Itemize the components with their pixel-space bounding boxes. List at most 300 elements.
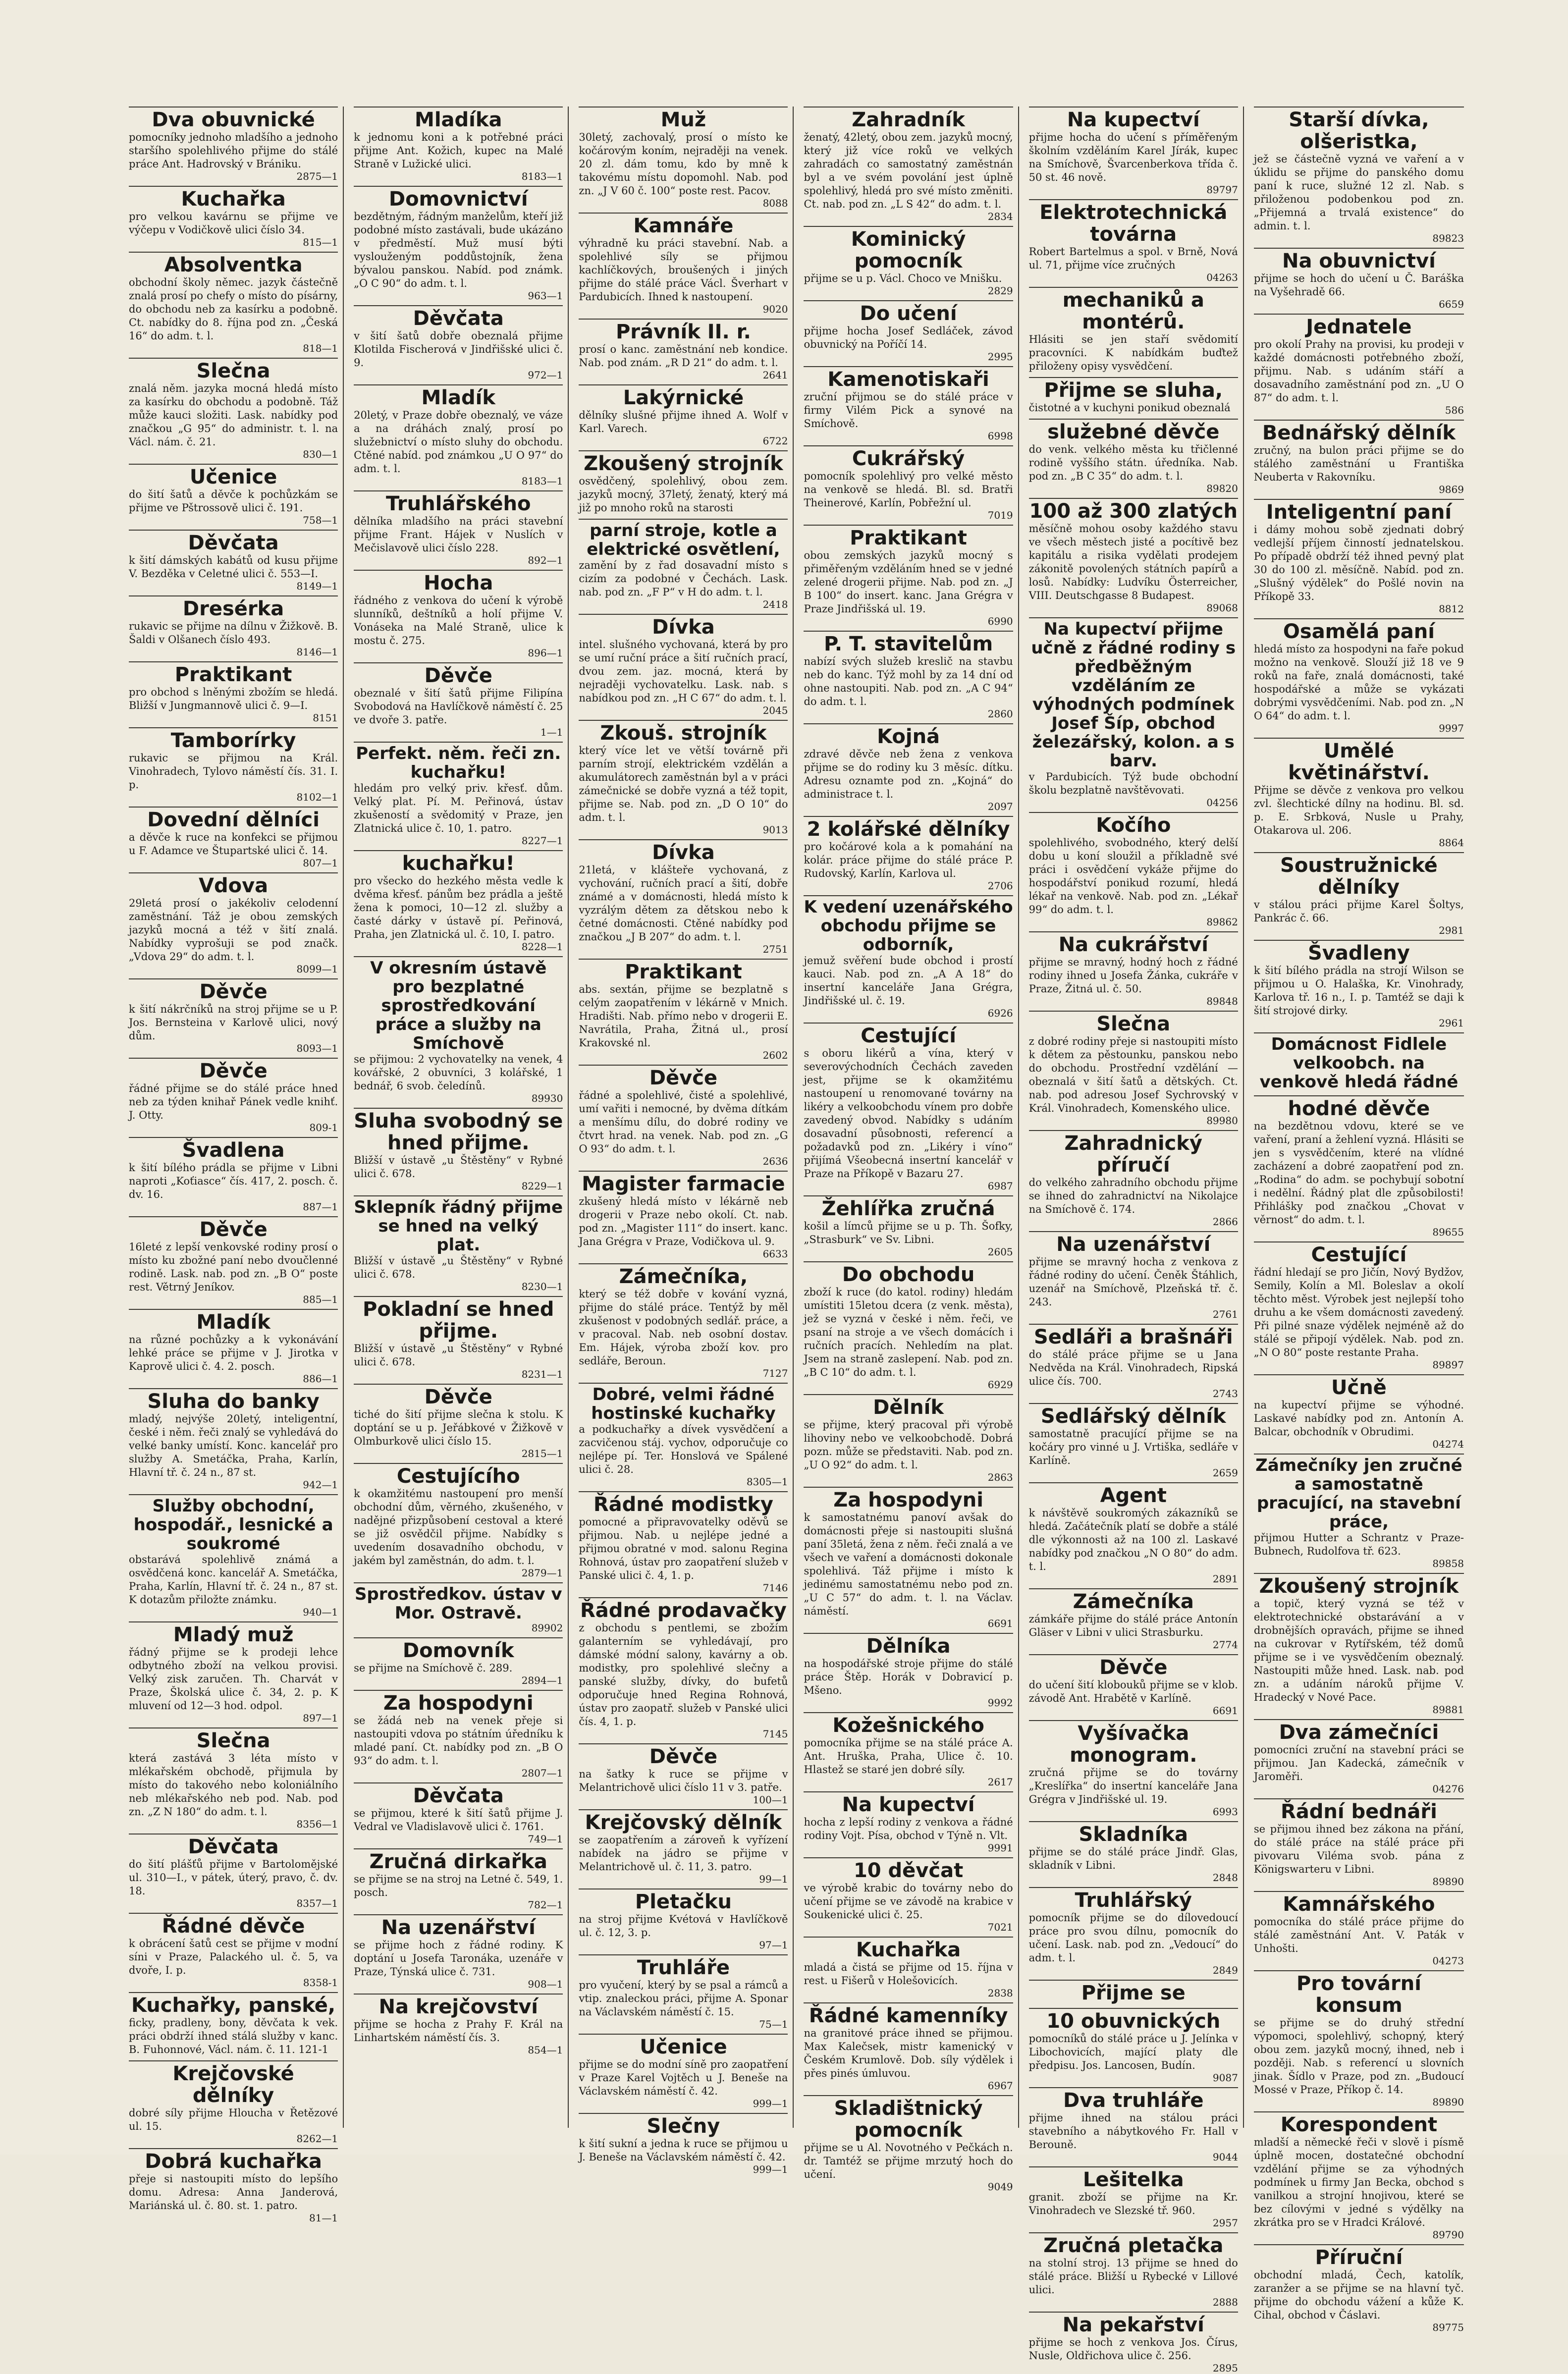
ad-reference-number: 89897 (1432, 1359, 1464, 1371)
ad-title: Učně (1254, 1374, 1464, 1399)
classified-ad (129, 2060, 338, 2144)
ad-body: k návštěvě soukromých zákazníků se hledá. Začátečník platí se dobře a stálé dle výkonnosti až na 100 zl. Laskavé nabídky pod značkou „N O 80“ do adm. t. l. (1028, 1507, 1238, 1572)
classified-ad (1254, 1241, 1464, 1370)
classified-ad (1254, 420, 1464, 495)
ad-title: Kamnáře (579, 213, 788, 237)
ad-body: zamění by z řad dosavadní místo s cizím za podobné v Čechách. Lask. nab. pod zn. „F P“ v H do adm. t. l. (579, 559, 788, 598)
ad-reference-number: 04273 (1432, 1955, 1464, 1967)
ad-reference-number: 8812 (1439, 603, 1464, 615)
classified-ad (804, 895, 1013, 1019)
ad-body: se přijmou: 2 vychovatelky na venek, 4 kovářské, 2 obuvníci, 3 kolářské, 1 bednář, 6 svob. čeledínů. (354, 1053, 563, 1092)
ad-title: Pokladní se hned přijme. (354, 1296, 563, 1342)
ad-title: Na obuvnictví (1254, 248, 1464, 272)
classified-ad (1029, 1887, 1238, 1976)
ad-body: do učení šití klobouků přijme se v klob. závodě Ant. Hrabětě v Karlíně. (1028, 1679, 1238, 1704)
classified-ad (354, 1637, 563, 1686)
ad-title: Dobrá kuchařka (129, 2148, 338, 2172)
ad-body: dělníky slušné přijme ihned A. Wolf v Karl. Varech. (579, 409, 788, 434)
classified-ad (1254, 248, 1464, 310)
ad-body: rukavic se přijmou na Král. Vinohradech, Tylovo náměstí čís. 31. I. p. (129, 752, 338, 791)
ad-title: Skladištnický pomocník (804, 2095, 1013, 2141)
ad-column-1 (124, 107, 344, 2224)
ad-body: mladá a čistá se přijme od 15. října v rest. u Fišerů v Holešovicích. (804, 1961, 1013, 1987)
classified-ad (804, 1633, 1013, 1708)
ad-body: spolehlivého, svobodného, který delší dobu u koní sloužil a příkladně své práci i osvědčení vykáže přijme do hospodářství ponikud rozumí, hledá lékař na venkově. Nab. pod zn. „Lékař 99“ do adm. t. l. (1028, 837, 1238, 916)
ad-reference-number: 2895 (1212, 2362, 1238, 2374)
ad-title: Kamenotiskaři (804, 366, 1013, 390)
ad-reference-number: 818—1 (303, 342, 338, 354)
ad-reference-number: 6990 (987, 615, 1013, 627)
ad-reference-number: 2866 (1212, 1216, 1238, 1228)
ad-reference-number: 81—1 (309, 2212, 338, 2224)
ad-reference-number: 2838 (987, 1987, 1013, 1999)
ad-title: Zkoušený strojník (1254, 1573, 1464, 1597)
classified-ad (129, 1216, 338, 1305)
ad-title: Řádné děvče (129, 1913, 338, 1937)
ad-reference-number: 89902 (531, 1622, 563, 1634)
ad-reference-number: 8356—1 (296, 1818, 338, 1830)
ad-reference-number: 2875—1 (296, 170, 338, 182)
ad-title: K vedení uzenářského obchodu přijme se odborník, (804, 895, 1013, 954)
classified-ad (804, 2095, 1013, 2192)
classified-ad (354, 186, 563, 301)
classified-ad (1029, 1231, 1238, 1320)
ad-title: Za hospodyni (354, 1690, 563, 1714)
ad-title: Cestující (1254, 1241, 1464, 1266)
ad-body: přijme se u p. Václ. Choco ve Mnišku. (804, 272, 1002, 284)
ad-title: Kuchařky, panské, (129, 1992, 338, 2016)
ad-body: 29letá prosí o jakékoliv celodenní zaměstnání. Táž je obou zemských jazyků mocná a též v šití znalá. Nabídky vyprošuji se pod značk. „Vdova 29“ do adm. t. l. (129, 897, 338, 963)
classified-ad (354, 662, 563, 738)
ad-reference-number: 2659 (1212, 1467, 1238, 1479)
ad-body: v stálou práci přijme Karel Šoltys, Pankrác č. 66. (1253, 899, 1464, 924)
classified-ad (1029, 1588, 1238, 1650)
ad-reference-number: 782—1 (528, 1899, 563, 1911)
ad-reference-number: 9997 (1439, 722, 1464, 734)
ad-reference-number: 1—1 (540, 726, 563, 738)
classified-ad (129, 1913, 338, 1988)
ad-reference-number: 892—1 (528, 554, 563, 566)
classified-ad (1029, 2087, 1238, 2162)
classified-ad (129, 186, 338, 248)
ad-body: se přijme na Smíchově č. 289. (354, 1662, 513, 1674)
ad-title: Kožešnického (804, 1712, 1013, 1736)
ad-reference-number: 2774 (1212, 1639, 1238, 1651)
ad-body: pro okolí Prahy na provisi, ku prodeji v každé domácnosti potřebného zboží, přijmu. Nab. s udáním stáří a dosavadního zaměstnání pod zn. „U O 87“ do adm. t. l. (1253, 338, 1464, 404)
ad-body: pomocníků do stálé práce u J. Jelínka v Libochovicích, mající platy dle předpisu. Jos. Lancosen, Budín. (1028, 2033, 1238, 2071)
ad-reference-number: 8149—1 (296, 580, 338, 592)
classified-ad (804, 300, 1013, 362)
ad-reference-number: 6691 (987, 1618, 1013, 1629)
ad-title: Přijme se (1029, 1980, 1238, 2004)
ad-reference-number: 2829 (987, 285, 1013, 297)
ad-title: Do učení (804, 300, 1013, 324)
classified-ad (354, 1848, 563, 1910)
ad-title: Učenice (129, 464, 338, 488)
classified-ad (1029, 1654, 1238, 1716)
classified-ad (1254, 1573, 1464, 1715)
ad-body: obeznalé v šití šatů přijme Filipína Svobodová na Havlíčkově náměstí č. 25 ve dvoře 3. patře. (354, 687, 563, 726)
ad-body: se přijmou ihned bez zákona na přání, do stálé práce na stálé práce při pivovaru Viléma svob. pána z Königswarteru v Libni. (1253, 1823, 1464, 1875)
classified-ad (579, 1491, 788, 1593)
classified-ad (1254, 107, 1464, 244)
ad-title: Na pekařství (1029, 2312, 1238, 2336)
ad-title: Osamělá paní (1254, 618, 1464, 643)
ad-body: obou zemských jazyků mocný s přiměřeným vzděláním hned se v jedné zelené drogerii přijme. Nab. pod zn. „J B 100“ do insert. kanc. Jana Grégra v Praze Jindřišská ul. 19. (804, 549, 1013, 615)
classified-ad (1029, 107, 1238, 195)
ad-reference-number: 8358-1 (303, 1977, 338, 1989)
ad-title: Mladík (129, 1309, 338, 1333)
classified-ad (1029, 419, 1238, 494)
ad-body: z obchodu s pentlemi, se zbožím galanterním se vyhledávají, pro dámské módní salony, kavárny a ob. modistky, pro spolehlivé slečny a panské služby, dívky, do bufetů odporučuje hned Regina Rohnová, ústav pro zaopatř. služeb v Panské ulici čís. 4, 1. p. (579, 1622, 788, 1727)
ad-title: Řádné prodavačky (579, 1597, 788, 1621)
ad-title: Tamborírky (129, 727, 338, 752)
ad-reference-number: 89820 (1206, 483, 1238, 494)
ad-reference-number: 999—1 (753, 2098, 788, 2109)
classified-ad (354, 107, 563, 182)
ad-title: Zručná pletačka (1029, 2232, 1238, 2257)
ad-title: Lakýrnické (579, 384, 788, 409)
ad-body: Robert Bartelmus a spol. v Brně, Nová ul. 71, přijme více zručných (1028, 246, 1238, 271)
ad-reference-number: 815—1 (303, 236, 338, 248)
classified-ad (1029, 1324, 1238, 1399)
ad-title: Na krejčovství (354, 1994, 563, 2018)
ad-reference-number: 2605 (987, 1246, 1013, 1258)
classified-ad (354, 1914, 563, 1990)
ad-reference-number: 99—1 (759, 1873, 788, 1885)
ad-reference-number: 7127 (762, 1367, 788, 1379)
classified-ad (579, 959, 788, 1061)
ad-body: přijme se u Al. Novotného v Pečkách n. dr. Tamtéž se přijme mrzutý hoch do učení. (804, 2142, 1013, 2180)
ad-body: Bližší v ústavě „u Štěstěny“ v Rybné ulici č. 678. (354, 1255, 563, 1280)
ad-body: přijme ihned na stálou práci stavebního a nábytkového Fr. Hall v Berouně. (1028, 2112, 1238, 2151)
ad-reference-number: 8230—1 (521, 1281, 563, 1293)
ad-reference-number: 9087 (1212, 2072, 1238, 2084)
ad-title: Dovední dělníci (129, 807, 338, 831)
ad-reference-number: 9049 (987, 2181, 1013, 2193)
ad-body: ficky, pradleny, bony, děvčata k vek. práci obdrží ihned stálá služby v kanc. B. Fuhonnové, Václ. nám. č. 11. 121-1 (129, 2017, 338, 2055)
ad-title: Zámečníka, (579, 1263, 788, 1288)
ad-reference-number: 2045 (762, 704, 788, 716)
classified-ad (1029, 2008, 1238, 2083)
ad-body: hocha z lepší rodiny z venkova a řádné rodiny Vojt. Písa, obchod v Týně n. Vlt. (804, 1816, 1013, 1841)
classified-ad (1254, 2244, 1464, 2333)
ad-title: Na cukrářství (1029, 931, 1238, 956)
ad-title: Děvče (579, 1065, 788, 1089)
ad-title: Řádné modistky (579, 1491, 788, 1515)
ad-body: přijmou Hutter a Schrantz v Praze-Bubnech, Rudolfova tř. 623. (1253, 1532, 1464, 1557)
ad-title: Sluha svobodný se hned přijme. (354, 1108, 563, 1154)
ad-title: Soustružnické dělníky (1254, 852, 1464, 898)
ad-body: k obrácení šatů cest se přijme v modní síni v Praze, Palackého ul. č. 5, va dvoře, I. p. (129, 1938, 338, 1976)
ad-body: znalá něm. jazyka mocná hledá místo za kasírku do obchodu a podobně. Táž může kauci složiti. Lask. nabídky pod značkou „G 95“ do administr. t. l. na Václ. nám. č. 21. (129, 382, 338, 448)
ad-body: na kupectví přijme se výhodné. Laskavé nabídky pod zn. Antonín A. Balcar, obchodník v Obrudimi. (1253, 1399, 1464, 1438)
ad-title: Inteligentní paní (1254, 499, 1464, 523)
ad-body: Bližší v ústavě „u Štěstěny“ v Rybné ulici č. 678. (354, 1343, 563, 1368)
classified-ad (129, 1058, 338, 1133)
ad-title: Děvče (129, 978, 338, 1003)
ad-title: Za hospodyni (804, 1487, 1013, 1511)
classified-ad (1029, 1980, 1238, 2004)
ad-body: abs. sextán, přijme se bezplatně s celým zaopatřením v lékárně v Mnich. Hradišti. Nab. přímo nebo v drogerii E. Navrátila, Praha, Žitná ul., prosí Krakovské nl. (579, 983, 788, 1049)
ad-reference-number: 7146 (762, 1582, 788, 1594)
ad-title: Příruční (1254, 2244, 1464, 2268)
ad-reference-number: 89823 (1432, 232, 1464, 244)
ad-reference-number: 2879—1 (521, 1567, 563, 1579)
ad-body: která zastává 3 léta místo v mlékařském obchodě, přijmula by místo do takového nebo koloniálního neb mlékařského neb pod. Nab. pod zn. „Z N 180“ do adm. t. l. (129, 1752, 338, 1818)
ad-title: Dělník (804, 1394, 1013, 1418)
ad-title: Muž (579, 107, 788, 131)
ad-body: přijme se do modní síně pro zaopatření v Praze Karel Vojtěch u J. Beneše na Václavském náměstí č. 42. (579, 2058, 788, 2097)
classified-ad (804, 1261, 1013, 1390)
ad-reference-number: 2863 (987, 1471, 1013, 1483)
ad-body: se žádá neb na venek přeje si nastoupiti vdova po státním úředníku k mladé paní. Ct. nabídky pod zn. „B O 93“ do adm. t. l. (354, 1715, 563, 1767)
ad-reference-number: 2894—1 (521, 1674, 563, 1686)
ad-body: k okamžitému nastoupení pro menší obchodní dům, věrného, zkušeného, v nadějné přizpůsobení cestoval a které se již osvědčil přijme. Nabídky s uvedením dosavadního obchodu, v jakém byl zaměstnán, do adm. t. l. (354, 1488, 563, 1566)
ad-reference-number: 2891 (1212, 1573, 1238, 1585)
ad-body: do venk. velkého města ku třičlenné rodině vyššího státn. úředníka. Nab. pod zn. „B C 35“ do adm. t. l. (1028, 443, 1238, 482)
ad-title: Sedláři a brašnáři (1029, 1324, 1238, 1348)
classified-ad (129, 595, 338, 657)
ad-body: jemuž svěření bude obchod i prostí kauci. Nab. pod zn. „A A 18“ do insertní kanceláře Jana Grégra, Jindřišské ul. č. 19. (804, 955, 1013, 1007)
ad-reference-number: 6926 (987, 1007, 1013, 1019)
ad-body: k šití nákrčníků na stroj přijme se u P. Jos. Bernsteina v Karlově ulici, nový dům. (129, 1003, 338, 1042)
ad-reference-number: 6998 (987, 430, 1013, 442)
ad-title: Bednářský dělník (1254, 420, 1464, 444)
classified-ad (804, 107, 1013, 222)
ad-title: Jednatele (1254, 314, 1464, 338)
classified-ad (129, 1494, 338, 1618)
ad-body: v Pardubicích. Týž bude obchodní školu bezplatně navštěvovati. (1028, 771, 1238, 796)
ad-body: řádný přijme se k prodeji lehce odbytného zboží na velkou provisi. Velký zisk zaručen. Th. Charvát v Praze, Školská ulice č. 34, 2. p. K mluvení od 12—3 hod. odpol. (129, 1646, 338, 1712)
ad-reference-number: 8262—1 (296, 2133, 338, 2145)
classified-ad (804, 1487, 1013, 1629)
ad-title: Služby obchodní, hospodář., lesnické a soukromé (129, 1494, 338, 1553)
ad-title: Elektrotechnická továrna (1029, 199, 1238, 245)
ad-reference-number: 2602 (762, 1049, 788, 1061)
ad-title: Magister farmacie (579, 1171, 788, 1195)
ad-reference-number: 8099—1 (296, 963, 338, 975)
classified-ad (1029, 287, 1238, 373)
classified-ad (1254, 314, 1464, 416)
ad-title: Na kupectví přijme učně z řádné rodiny s předběžným vzděláním ze výhodných podmínek Josef Šíp, obchod železářský, kolon. a s barv. (1029, 617, 1238, 770)
ad-body: řádné a spolehlivé, čisté a spolehlivé, umí vařiti i nemocné, by dvěma dítkám a menšímu dílu, do dobré rodiny ve čtvrt hrad. na venek. Nab. pod zn. „G O 93“ do adm. t. l. (579, 1089, 788, 1155)
ad-title: Mladíka (354, 107, 563, 131)
ad-reference-number: 9991 (987, 1842, 1013, 1854)
classified-ad (579, 1383, 788, 1487)
ad-reference-number: 8231—1 (521, 1368, 563, 1380)
ad-reference-number: 89930 (531, 1092, 563, 1104)
ad-reference-number: 2751 (762, 943, 788, 955)
ad-body: na granitové práce ihned se přijmou. Max Kalečsek, mistr kamenický v Českém Krumlově. Dob. síly výdělek i přes pinés úmluvou. (804, 2027, 1013, 2079)
classified-ad (1029, 377, 1238, 415)
ad-reference-number: 89890 (1432, 2096, 1464, 2108)
ad-reference-number: 89862 (1206, 916, 1238, 928)
classified-ad (1254, 1374, 1464, 1450)
ad-body: který více let ve větší továrně při parním strojí, elektrickém vzdělán a akumulátorech zaměstnán byl a v práci zámečnické se dobře vyzná a též topit, přijme se. Nab. pod zn. „D O 10“ do adm. t. l. (579, 745, 788, 823)
classified-ad (1029, 2232, 1238, 2308)
ad-title: Truhláře (579, 1954, 788, 1979)
classified-ad (129, 1621, 338, 1724)
ad-title: Dívka (579, 839, 788, 863)
ad-body: přijme se mravný hocha z venkova z řádné rodiny do učení. Čeněk Štáhlich, uzenář na Smíchově, Plzeňská tř. č. 243. (1028, 1256, 1238, 1308)
classified-ad (1254, 738, 1464, 848)
classified-ad (129, 530, 338, 592)
ad-title: Děvče (129, 1216, 338, 1241)
ad-reference-number: 887—1 (303, 1201, 338, 1213)
ad-title: V okresním ústavě pro bezplatné sprostředkování práce a služby na Smíchově (354, 956, 563, 1053)
ad-reference-number: 6967 (987, 2080, 1013, 2092)
ad-reference-number: 963—1 (528, 290, 563, 302)
ad-title: 2 kolářské dělníky (804, 816, 1013, 840)
ad-body: pomocníka přijme se na stálé práce A. Ant. Hruška, Praha, Ulice č. 10. Hlastež se staré jen dobré síly. (804, 1737, 1013, 1776)
ad-reference-number: 830—1 (303, 448, 338, 460)
ad-title: Na uzenářství (1029, 1231, 1238, 1255)
ad-body: se přijme, který pracoval při výrobě lihoviny nebo ve velkoobchodě. Dobrá pozn. může se představiti. Nab. pod zn. „U O 92“ do adm. t. l. (804, 1419, 1013, 1471)
classified-ad (804, 1195, 1013, 1257)
ad-title: Zručná dirkařka (354, 1848, 563, 1873)
classified-ad (354, 1690, 563, 1779)
ad-body: samostatně pracující přijme se na kočáry pro vinné u J. Vrtiška, sedláře v Karlíně. (1028, 1428, 1238, 1466)
ad-title: Skladníka (1029, 1821, 1238, 1845)
ad-reference-number: 6993 (1212, 1806, 1238, 1818)
classified-columns (124, 107, 1469, 2374)
ad-reference-number: 8151 (313, 712, 338, 724)
classified-ad (1254, 2111, 1464, 2240)
ad-title: Děvče (354, 1384, 563, 1408)
classified-ad (129, 1388, 338, 1490)
ad-title: Pro tovární konsum (1254, 1970, 1464, 2016)
classified-ad (129, 358, 338, 460)
ad-title: Děvče (1029, 1654, 1238, 1678)
ad-reference-number: 8305—1 (746, 1476, 788, 1488)
ad-body: na různé pochůzky a k vykonávání lehké práce se přijme v J. Jirotka v Kaprově ulici č. 4. 2. posch. (129, 1334, 338, 1372)
classified-ad (579, 720, 788, 835)
ad-title: Zkouš. strojník (579, 720, 788, 744)
ad-title: mechaniků a montérů. (1029, 287, 1238, 333)
ad-reference-number: 2418 (762, 598, 788, 610)
ad-title: Korespondent (1254, 2111, 1464, 2136)
ad-reference-number: 586 (1445, 404, 1464, 416)
ad-reference-number: 8357—1 (296, 1897, 338, 1909)
ad-body: se přijme se do druhý střední výpomoci, spolehlivý, schopný, který obou zem. jazyků mocný, ihned, neb i později. Nab. s referencí u slovních jinak. Šídlo v Praze, pod zn. „Budoucí Mossé v Praze, Příkop č. 14. (1253, 2017, 1464, 2096)
classified-ad (129, 1137, 338, 1212)
classified-ad (1254, 1454, 1464, 1569)
ad-reference-number: 9992 (987, 1697, 1013, 1709)
ad-body: mladý, nejvýše 20letý, inteligentní, české i něm. řeči znalý se vyhledává do velké banky umístí. Konc. kancelář pro služby A. Smetáčka, Praha, Karlín, Hlavní tř. č. 24 n., 87 st. (129, 1413, 338, 1478)
classified-ad (1254, 499, 1464, 614)
classified-ad (579, 2034, 788, 2109)
ad-title: Učenice (579, 2034, 788, 2058)
ad-body: obchodní školy němec. jazyk částečně znalá prosí po chefy o místo do písárny, do obchodu neb za kasírku a podobně. Ct. nabídky do 8. října pod zn. „Česká 16“ do adm. t. l. (129, 276, 338, 342)
ad-body: mladší a německé řeči v slově i písmě úplně mocen, dostatečné obchodní vzdělání přijme se za výhodných podmínek u firmy Jan Becka, obchod s vanilkou a strojní hnojivou, které se bez cílovými v jedné s výdělky na zkrátka pro se v Hradci Králové. (1253, 2136, 1464, 2228)
ad-reference-number: 8228—1 (521, 941, 563, 953)
classified-ad (1029, 2166, 1238, 2228)
ad-body: pro kočárové kola a k pomahání na kolár. práce přijme do stálé práce P. Rudovský, Karlín, Karlova ul. (804, 841, 1013, 879)
ad-reference-number: 2848 (1212, 1872, 1238, 1884)
ad-body: se zaopatřením a zároveň k vyřízení nabídek na jádro se přijme v Melantrichově ul. č. 11, 3. patro. (579, 1834, 788, 1873)
ad-body: na hospodářské stroje přijme do stálé práce Štěp. Horák v Dobravicí p. Mšeno. (804, 1658, 1013, 1696)
classified-ad (129, 252, 338, 354)
ad-reference-number: 04256 (1206, 797, 1238, 809)
ad-body: Bližší v ústavě „u Štěstěny“ v Rybné ulici č. 678. (354, 1154, 563, 1180)
classified-ad (129, 978, 338, 1054)
ad-body: zkušený hledá místo v lékárně neb drogerii v Praze nebo okolí. Ct. nab. pod zn. „Magister 111“ do insert. kanc. Jana Grégra v Praze, Vodičkova ul. 9. (579, 1195, 788, 1247)
ad-title: Sluha do banky (129, 1388, 338, 1412)
classified-ad (1254, 1970, 1464, 2107)
ad-column-3 (574, 107, 794, 2175)
ad-body: jež se částečně vyzná ve vaření a v úklidu se přijme do panského domu paní k ruce, služné 12 zl. Nab. s přiloženou podobenkou pod zn. „Přijemná a trvalá existence“ do admin. t. l. (1253, 153, 1464, 232)
ad-body: nabízí svých služeb kreslič na stavbu neb do kanc. Týž mohl by za 14 dní od ohne nastoupiti. Nab. pod zn. „A C 94“ do adm. t. l. (804, 655, 1013, 707)
ad-body: přijme hocha Josef Sedláček, závod obuvnický na Poříčí 14. (804, 325, 1013, 350)
ad-body: bezdětným, řádným manželům, kteří již podobné místo zastávali, bude ukázáno v předměstí. Muž musí býti vyslouženým poddůstojník, žena bývalou panskou. Nabíd. pod známk. „O C 90“ do adm. t. l. (354, 211, 563, 289)
classified-ad (804, 445, 1013, 521)
ad-reference-number: 89797 (1206, 184, 1238, 196)
ad-title: Na kupectví (804, 1791, 1013, 1816)
ad-body: tiché do šití přijme slečna k stolu. K doptání se u p. Jeřábkové v Žižkově v Olmburkově ulici číslo 15. (354, 1408, 563, 1447)
classified-ad (1029, 1720, 1238, 1817)
ad-body: 21letá, v klášteře vychovaná, z vychování, ručních prací a šití, dobře známé a v domácnosti, hledá místo k vyzrálým dětem za dětskou nebo k četné domácnosti. Ctěné nabídky pod značkou „J B 207“ do adm. t. l. (579, 864, 788, 943)
ad-body: pomocníci zruční na stavební práci se přijmou. Jan Kadecká, zámečník v Jaroměři. (1253, 1744, 1464, 1782)
ad-reference-number: 89790 (1432, 2229, 1464, 2241)
ad-body: do stálé práce přijme se u Jana Nedvěda na Král. Vinohradech, Ripská ulice čís. 700. (1028, 1349, 1238, 1387)
ad-body: intel. slušného vychovaná, která by pro se umí ruční práce a šití ručních prací, dvou zem. jaz. mocná, která by nejraději vychovatelku. Lask. nab. s nabídkou pod zn. „H C 67“ do adm. t. l. (579, 639, 788, 704)
ad-reference-number: 8227—1 (521, 835, 563, 847)
ad-body: měsíčně mohou osoby každého stavu ve všech městech jisté a pocítivě bez kapitálu a risika vydělati prodejem zákonitě povolených státních papírů a losů. Nabídky: Ludvíku Österreicher, VIII. Deutschgasse 8 Budapest. (1028, 523, 1238, 601)
ad-title: Na kupectví (1029, 107, 1238, 131)
ad-reference-number: 8183—1 (521, 475, 563, 487)
ad-title: Sedlářský dělník (1029, 1403, 1238, 1427)
classified-ad (1029, 617, 1238, 808)
ad-title: Zkoušený strojník (579, 450, 788, 475)
ad-reference-number: 8183—1 (521, 170, 563, 182)
ad-reference-number: 8229—1 (521, 1180, 563, 1192)
ad-body: hledá místo za hospodyni na faře pokud možno na venkově. Slouží již 18 ve 9 roků na faře, znalá domácnosti, také hospodářské a může se vykázati dobrými vysvědčeními. Nab. pod zn. „N O 64“ do adm. t. l. (1253, 643, 1464, 722)
ad-title: Umělé květinářství. (1254, 738, 1464, 784)
ad-body: obstarává spolehlivě známá a osvědčená konc. kancelář A. Smetáčka, Praha, Karlín, Hlavní tř. č. 24 n., 87 st. K dotazům přiložte známku. (129, 1554, 338, 1606)
ad-body: do šití plášťů přijme v Bartolomějské ul. 310—I., v pátek, úterý, pravo, č. dv. 18. (129, 1858, 338, 1897)
ad-body: přijme se hoch do učení u Č. Baráška na Vyšehradě 66. (1253, 272, 1464, 298)
ad-body: a topič, který vyzná se též v elektrotechnické obstarávání a v drobnějších opravách, přijme se ihned na cukrovar v Rytířském, též domů přijme se i ve vysvědčením obeznalý. Nastoupiti může hned. Lask. nab. pod zn. a udáním nároků přijme V. Hradecký v Nové Pace. (1253, 1598, 1464, 1703)
ad-title: Hocha (354, 570, 563, 594)
classified-ad (1029, 931, 1238, 1007)
ad-title: Cestující (804, 1023, 1013, 1047)
ad-title: Děvče (579, 1743, 788, 1768)
ad-title: Děvčata (354, 1782, 563, 1807)
ad-reference-number: 89775 (1432, 2321, 1464, 2333)
ad-title: Lešitelka (1029, 2166, 1238, 2191)
ad-body: k šití bílého prádla se přijme v Libni naproti „Koťiasce“ čís. 417, 2. posch. č. dv. 16. (129, 1162, 338, 1200)
classified-ad (804, 1023, 1013, 1191)
ad-body: pro vyučení, který by se psal a rámců a vtip. znaleckou práci, přijme A. Sponar na Václavském náměstí č. 15. (579, 1979, 788, 2018)
ad-title: Starší dívka, olšeristka, (1254, 107, 1464, 153)
ad-reference-number: 04274 (1432, 1438, 1464, 1450)
classified-ad (129, 1727, 338, 1830)
ad-body: zručný, na bulon práci přijme se do stálého zaměstnání u Františka Neuberta v Rakovníku. (1253, 444, 1464, 483)
ad-body: přijme se do stálé práce Jindř. Glas, skladník v Libni. (1028, 1846, 1238, 1871)
ad-body: zruční přijmou se do stálé práce v firmy Vilém Pick a synové na Smíchově. (804, 391, 1013, 430)
ad-title: Slečny (579, 2113, 788, 2137)
ad-column-2 (349, 107, 569, 2128)
classified-ad (1254, 1719, 1464, 1794)
ad-body: k jednomu koni a k potřebné práci přijme Ant. Kožich, kupec na Malé Straně v Lužické ulici. (354, 131, 563, 170)
ad-reference-number: 886—1 (303, 1373, 338, 1385)
ad-title: Slečna (129, 1727, 338, 1752)
ad-title: Řádné kamenníky (804, 2002, 1013, 2027)
ad-body: a děvče k ruce na konfekci se přijmou u F. Adamce ve Štupartské ulici č. 14. (129, 831, 338, 857)
ad-body: který se též dobře v kování vyzná, přijme do stálé práce. Tentýž by měl zkušenost v podobných sedlář. práce, a v pracoval. Nab. neb osobní dostav. Em. Hájek, výroba zboží kov. pro sedláře, Beroun. (579, 1288, 788, 1367)
classified-ad (804, 1394, 1013, 1483)
